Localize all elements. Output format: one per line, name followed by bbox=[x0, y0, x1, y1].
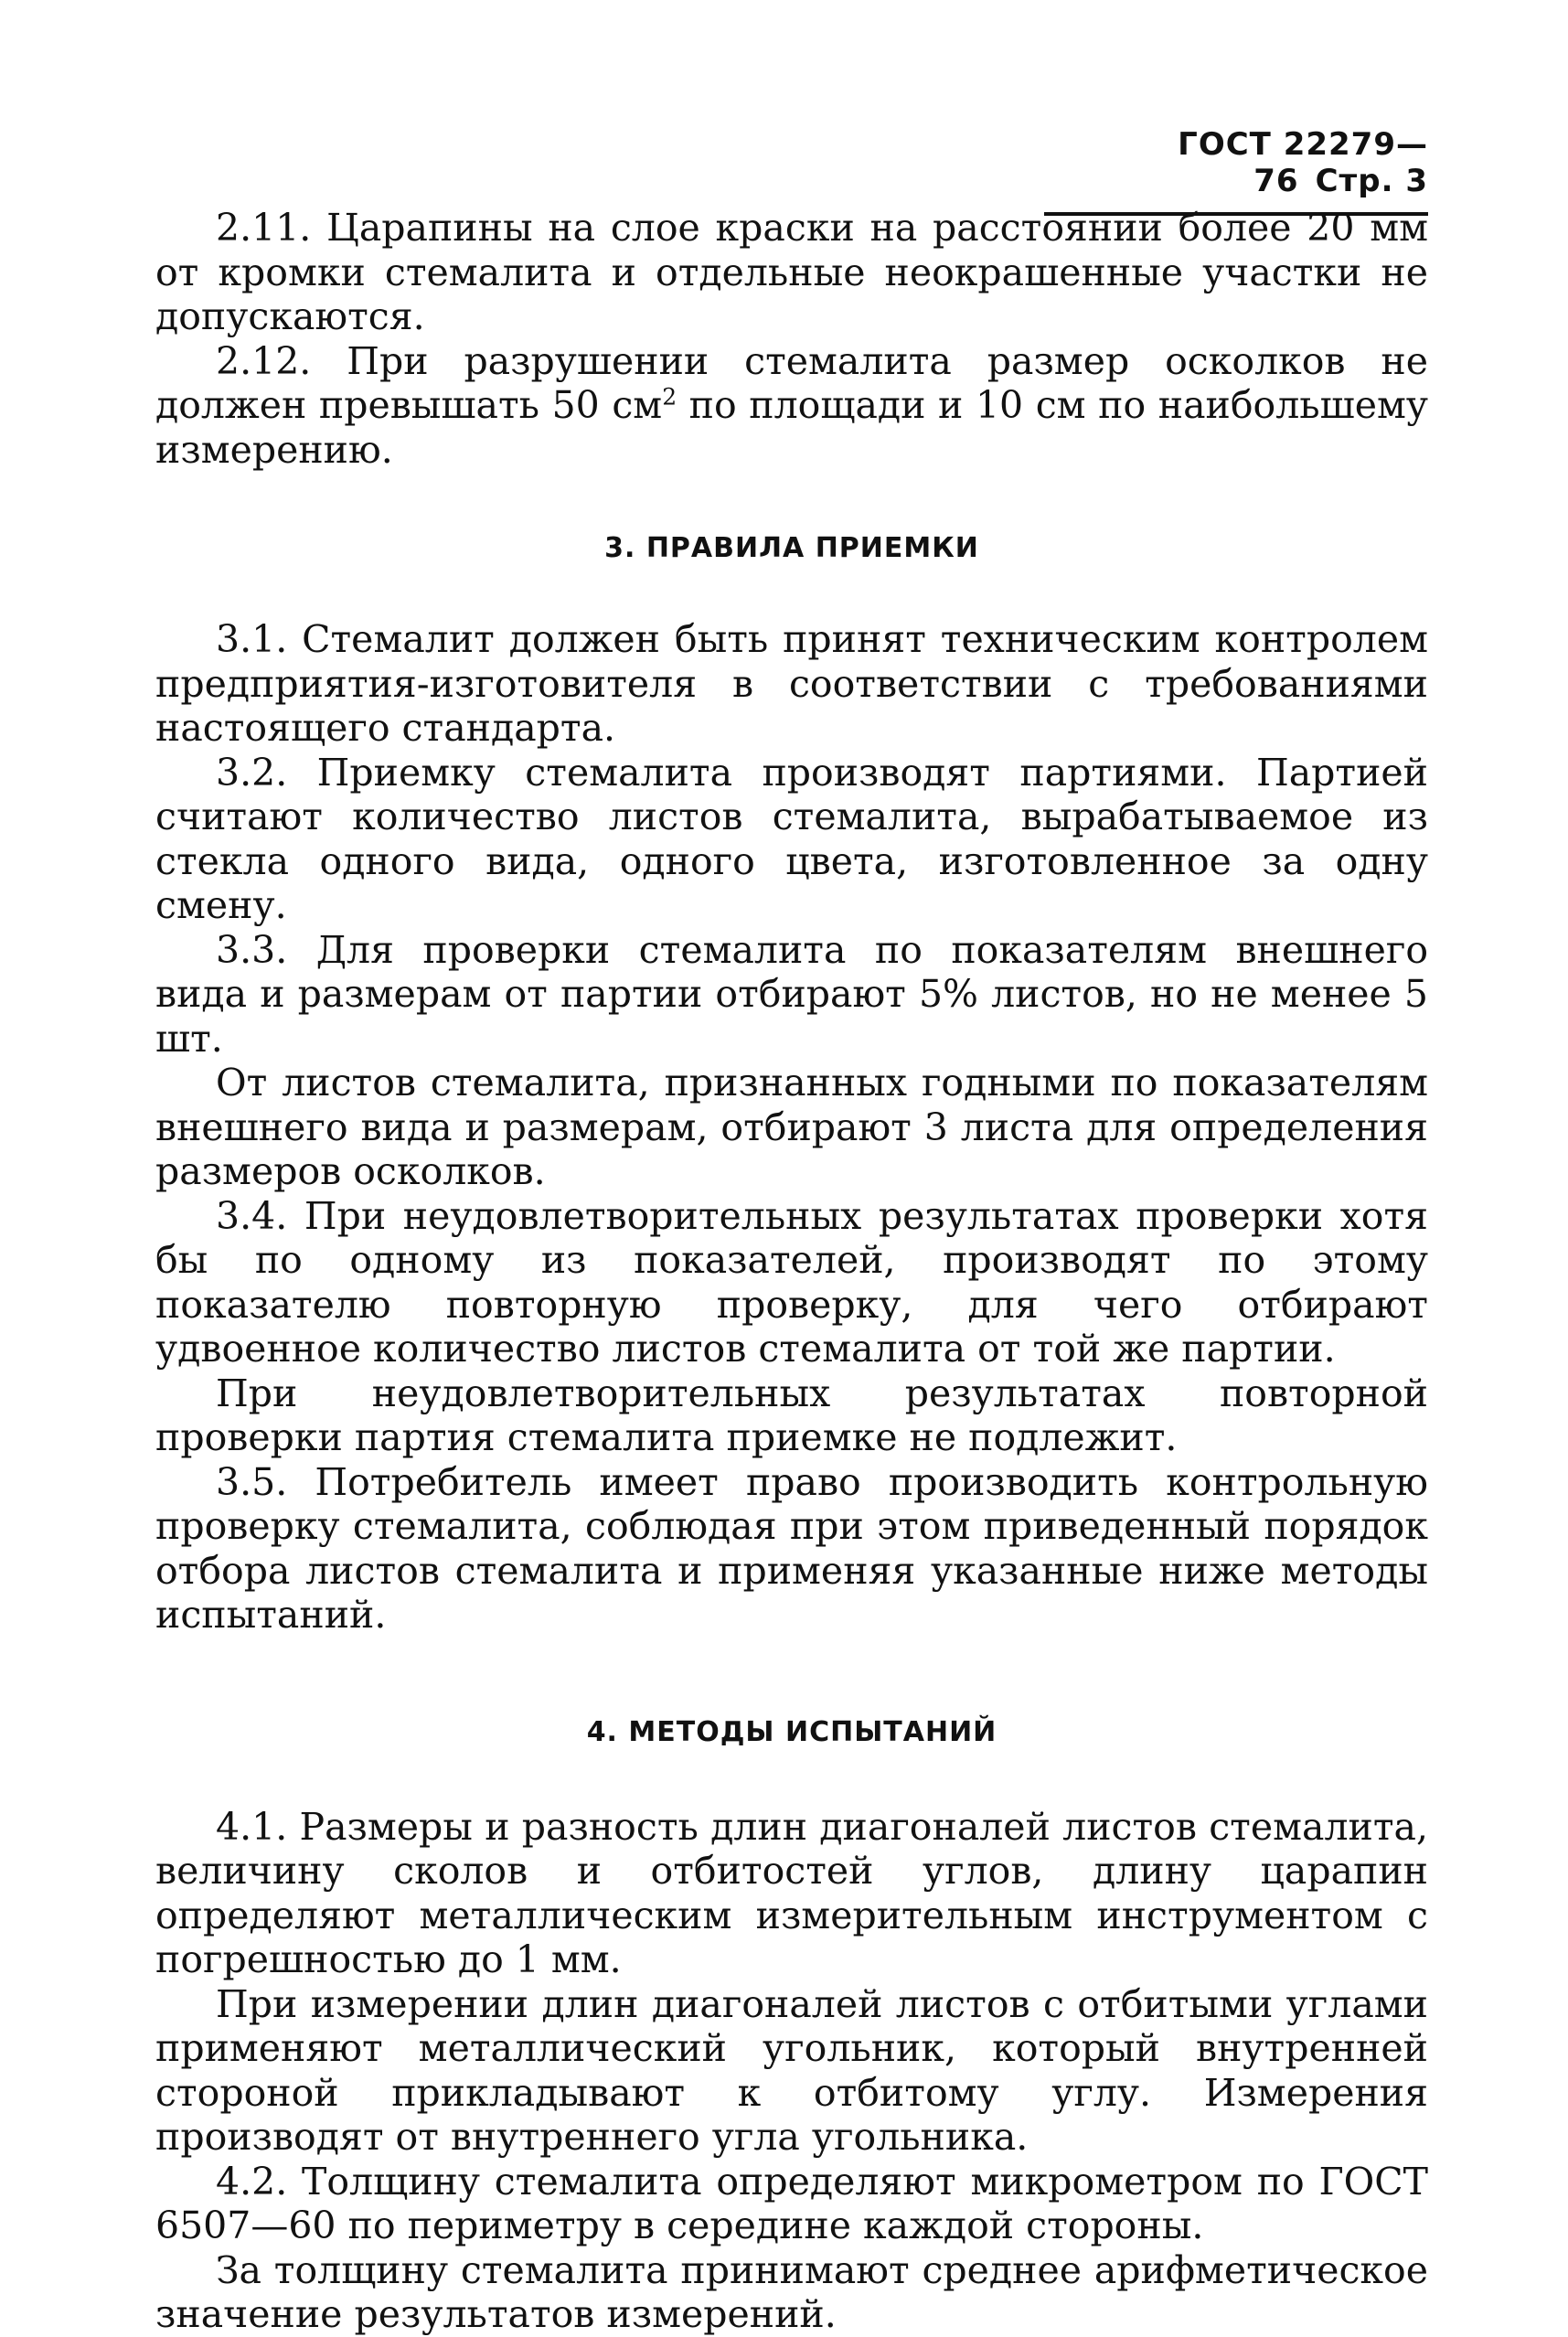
paragraph-3-3: 3.3. Для проверки стемалита по показателям внешнего вида и размерам от партии отбирают 5% листов, но не менее 5 шт. bbox=[155, 927, 1428, 1061]
paragraph-3-4-continued: При неудовлетворительных результатах повторной проверки партия стемалита приемке не подлежит. bbox=[155, 1371, 1428, 1459]
section-heading-4: 4. МЕТОДЫ ИСПЫТАНИЙ bbox=[586, 1715, 997, 1748]
paragraph-3-4: 3.4. При неудовлетворительных результатах проверки хотя бы по одному из показателей, производят по этому показателю повторную проверку, для чего отбирают удвоенное количество листов стемалита от той же партии. bbox=[155, 1193, 1428, 1371]
paragraph-4-2-continued: За толщину стемалита принимают среднее арифметическое значение результатов измерений. bbox=[155, 2247, 1428, 2336]
standard-number: ГОСТ 22279—76 bbox=[1178, 126, 1428, 199]
paragraph-3-2: 3.2. Приемку стемалита производят партиями. Партией считают количество листов стемалита, вырабатываемое из стекла одного вида, одного цвета, изготовленное за одну смену. bbox=[155, 750, 1428, 927]
page-header bbox=[1044, 126, 1428, 216]
paragraph-4-2: 4.2. Толщину стемалита определяют микрометром по ГОСТ 6507—60 по периметру в середине каждой стороны. bbox=[155, 2159, 1428, 2247]
paragraph-3-1: 3.1. Стемалит должен быть принят техническим контролем предприятия-изготовителя в соответствии с требованиями настоящего стандарта. bbox=[155, 617, 1428, 750]
section-heading-3: 3. ПРАВИЛА ПРИЕМКИ bbox=[604, 532, 979, 564]
paragraph-2-12-part1: 2.12. При разрушении стемалита размер осколков не должен превышать 50 см bbox=[155, 338, 1428, 427]
document-page bbox=[155, 0, 1428, 2336]
page-number: Стр. 3 bbox=[1315, 163, 1428, 199]
paragraph-2-11: 2.11. Царапины на слое краски на расстоянии более 20 мм от кромки стемалита и отдельные неокрашенные участки не допускаются. bbox=[155, 206, 1428, 338]
paragraph-2-12 bbox=[155, 339, 1428, 473]
paragraph-4-1: 4.1. Размеры и разность длин диагоналей листов стемалита, величину сколов и отбитостей углов, длину царапин определяют металлическим измерительным инструментом с погрешностью до 1 мм. bbox=[155, 1804, 1428, 1981]
paragraph-2-12-part2: по площади и 10 см по наибольшему измерению. bbox=[155, 383, 1428, 472]
paragraph-3-5: 3.5. Потребитель имеет право производить контрольную проверку стемалита, соблюдая при этом приведенный порядок отбора листов стемалита и применяя указанные ниже методы испытаний. bbox=[155, 1459, 1428, 1637]
paragraph-3-3-continued: От листов стемалита, признанных годными по показателям внешнего вида и размерам, отбирают 3 листа для определения размеров осколков. bbox=[155, 1061, 1428, 1193]
paragraph-4-1-continued: При измерении длин диагоналей листов с отбитыми углами применяют металлический угольник, который внутренней стороной прикладывают к отбитому углу. Измерения производят от внутреннего угла угольника. bbox=[155, 1981, 1428, 2159]
document-body bbox=[155, 206, 1428, 2337]
superscript-2: 2 bbox=[662, 383, 677, 411]
